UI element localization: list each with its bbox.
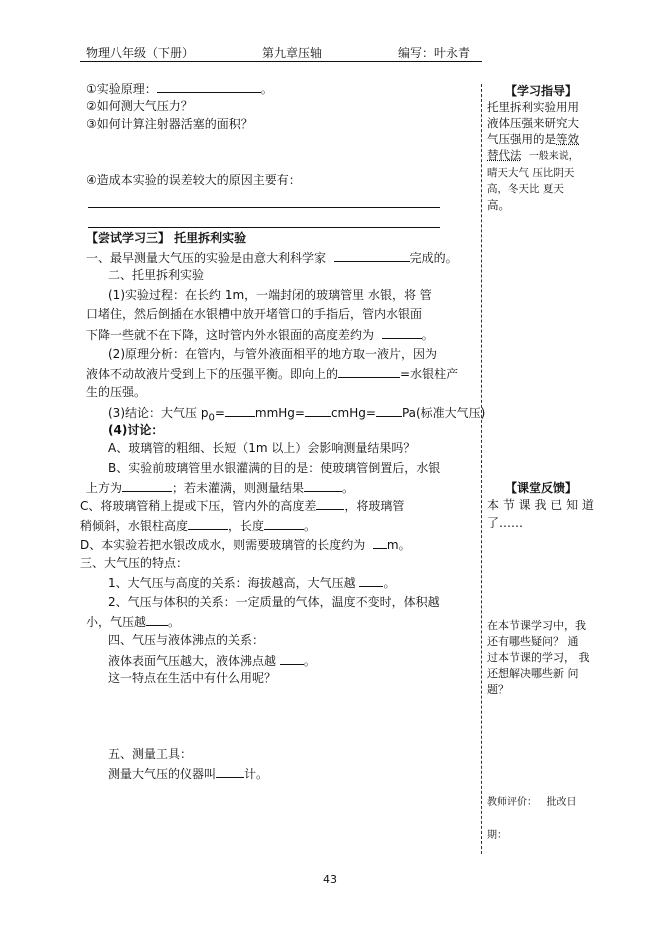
- answer-line-2: [88, 227, 440, 228]
- s3-line-13: 上方为 ；若未灌满，则测量结果 。: [86, 481, 355, 495]
- header-author: 编写：叶永青: [398, 46, 471, 60]
- s3-line-7: 液体不动故液片受到上下的压强平衡。即向上的 =水银柱产: [86, 367, 459, 381]
- boiling-question: 这一特点在生活中有什么用呢？: [108, 671, 277, 685]
- s3-line-9: (3)结论：大气压 $p_0=$ mmHg= cmHg= Pa(标准大气压): [108, 406, 486, 424]
- features-line-2: 2、气压与体积的关系：一定质量的气体，温度不变时，体积越: [108, 595, 440, 609]
- feedback-text: 本 节 课 我 已 知 道 了……: [487, 498, 594, 530]
- s3-line-10: (4)讨论：: [108, 423, 164, 437]
- features-title: 三、大气压的特点：: [80, 556, 189, 570]
- guide-text: 托里拆利实验用用 液体压强来研究大 气压强用的是等效 替代法 一般来说， 晴天大气 压比阴天 高，冬天比 夏天 高。: [487, 100, 579, 212]
- tool-line: 测量大气压的仪器叫 计。: [108, 767, 269, 781]
- question-4: ④造成本实验的误差较大的原因主要有：: [86, 173, 301, 187]
- s3-line-3: (1)实验过程：在长约 1m，一端封闭的玻璃管里 水银，将 管: [108, 288, 432, 302]
- column-divider: [481, 84, 482, 854]
- s3-line-8: 生的压强。: [86, 385, 147, 399]
- boiling-title: 四、气压与液体沸点的关系：: [108, 633, 265, 647]
- s3-line-6: (2)原理分析：在管内，与管外液面相平的地方取一液片，因为: [108, 347, 438, 361]
- features-line-3: 小，气压越 。: [86, 615, 181, 629]
- feedback-title: 【课堂反馈】: [504, 481, 577, 495]
- header-chapter: 第九章压轴: [262, 46, 323, 60]
- s3-line-4: 口堵住，然后倒插在水银槽中放开堵管口的手指后，管内水银面: [86, 307, 423, 321]
- s3-line-16: D、本实验若把水银改成水，则需要玻璃管的长度约为 m。: [80, 538, 411, 552]
- question-2: ②如何测大气压力？: [86, 99, 193, 113]
- page-number: 43: [323, 873, 337, 886]
- features-line-1: 1、大气压与高度的关系：海拔越高，大气压越 。: [108, 576, 396, 590]
- header-rule: [80, 61, 482, 62]
- eval-date: 期：: [487, 830, 507, 841]
- header-subject: 物理八年级（下册）: [86, 46, 195, 60]
- s3-line-2: 二、托里拆利实验: [108, 268, 205, 282]
- answer-line-1: [88, 207, 440, 208]
- teacher-eval: 教师评价： 批改日: [487, 797, 577, 808]
- tool-title: 五、测量工具：: [108, 747, 193, 761]
- questions-prompt: 在本节课学习中，我 还有哪些疑问？ 通 过本节课的学习， 我 还想解决哪些新 问 题？: [487, 619, 590, 696]
- question-1: ①实验原理： 。: [86, 82, 273, 96]
- s3-line-15: 稍倾斜，水银柱高度 ，长度 。: [80, 519, 317, 533]
- s3-line-1: 一、最早测量大气压的实验是由意大利科学家 完成的。: [86, 251, 458, 265]
- s3-line-14: C、将玻璃管稍上提或下压，管内外的高度差 ，将玻璃管: [80, 499, 405, 513]
- boiling-line-1: 液体表面气压越大，液体沸点越 。: [108, 654, 316, 668]
- question-3: ③如何计算注射器活塞的面积？: [86, 117, 253, 131]
- s3-line-5: 下降一些就不在下降，这时管内外水银面的高度差约为 。: [86, 328, 434, 342]
- guide-title: 【学习指导】: [504, 84, 577, 98]
- section-title: 【尝试学习三】 托里拆利实验: [86, 231, 247, 245]
- s3-line-11: A、玻璃管的粗细、长短（1m 以上）会影响测量结果吗？: [108, 441, 416, 455]
- s3-line-12: B、实验前玻璃管里水银灌满的目的是：使玻璃管倒置后，水银: [108, 461, 441, 475]
